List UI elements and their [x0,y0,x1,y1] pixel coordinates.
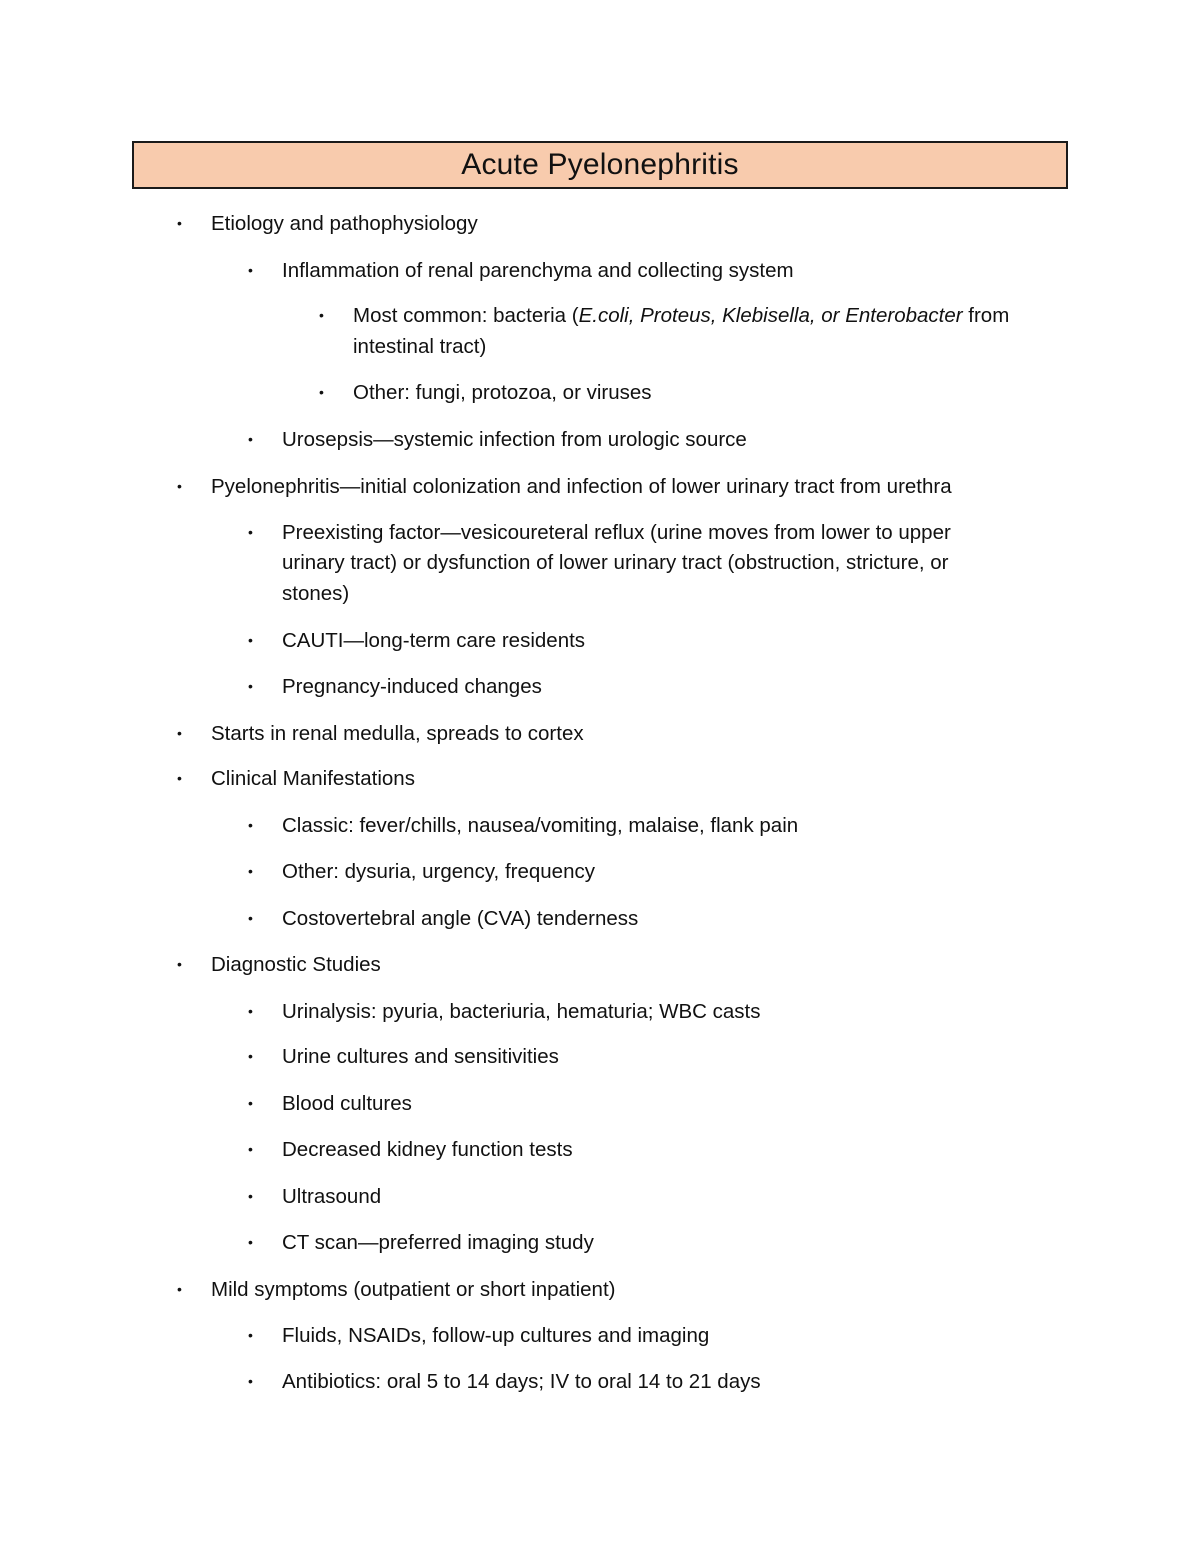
list-item-preexisting-cont: stones) [282,582,350,605]
list-item-other-symptoms: Other: dysuria, urgency, frequency [282,860,595,883]
list-item-urine-cultures: Urine cultures and sensitivities [282,1045,559,1068]
list-item-urinalysis: Urinalysis: pyuria, bacteriuria, hematuria; WBC casts [282,1000,761,1023]
list-item-blood-cultures: Blood cultures [282,1092,412,1115]
list-item-most-common [353,300,1009,331]
bullet-icon: • [177,770,182,786]
list-item-pregnancy: Pregnancy-induced changes [282,675,542,698]
list-item-etiology: Etiology and pathophysiology [211,212,478,235]
list-item-diagnostic: Diagnostic Studies [211,953,381,976]
bullet-icon: • [248,431,253,447]
list-item-fluids: Fluids, NSAIDs, follow-up cultures and imaging [282,1324,710,1347]
bullet-icon: • [248,524,253,540]
bullet-icon: • [177,478,182,494]
bullet-icon: • [248,1095,253,1111]
list-item-ultrasound: Ultrasound [282,1185,382,1208]
list-item-mild: Mild symptoms (outpatient or short inpatient) [211,1278,616,1301]
bullet-icon: • [248,1048,253,1064]
list-item-ct-scan: CT scan—preferred imaging study [282,1231,594,1254]
bullet-icon: • [248,262,253,278]
page-title: Acute Pyelonephritis [461,148,739,181]
list-item-other-pathogens: Other: fungi, protozoa, or viruses [353,381,652,404]
bullet-icon: • [177,1281,182,1297]
most-common-organisms: E.coli, Proteus, Klebisella, or Enterobacter [578,304,963,327]
bullet-icon: • [248,1327,253,1343]
bullet-icon: • [248,1188,253,1204]
list-item-pyelonephritis: Pyelonephritis—initial colonization and infection of lower urinary tract from urethra [211,475,952,498]
list-item-most-common-cont: intestinal tract) [353,335,487,358]
bullet-icon: • [177,215,182,231]
list-item-clinical: Clinical Manifestations [211,767,415,790]
bullet-icon: • [319,307,324,323]
bullet-icon: • [319,384,324,400]
bullet-icon: • [177,956,182,972]
list-item-cauti: CAUTI—long-term care residents [282,629,586,652]
list-item-starts: Starts in renal medulla, spreads to cortex [211,722,584,745]
bullet-icon: • [248,678,253,694]
most-common-prefix: Most common: bacteria ( [353,304,579,327]
list-item-cva: Costovertebral angle (CVA) tenderness [282,907,639,930]
bullet-icon: • [248,910,253,926]
bullet-icon: • [248,1373,253,1389]
list-item-inflammation: Inflammation of renal parenchyma and collecting system [282,259,794,282]
bullet-icon: • [248,1234,253,1250]
list-item-kidney-tests: Decreased kidney function tests [282,1138,573,1161]
title-box [132,141,1068,189]
list-item-preexisting: Preexisting factor—vesicoureteral reflux (urine moves from lower to upper [282,521,951,544]
bullet-icon: • [177,725,182,741]
list-item-classic: Classic: fever/chills, nausea/vomiting, malaise, flank pain [282,814,799,837]
list-item-urosepsis: Urosepsis—systemic infection from urologic source [282,428,747,451]
list-item-antibiotics: Antibiotics: oral 5 to 14 days; IV to oral 14 to 21 days [282,1370,761,1393]
bullet-icon: • [248,632,253,648]
list-item-preexisting-cont: urinary tract) or dysfunction of lower urinary tract (obstruction, stricture, or [282,551,949,574]
bullet-icon: • [248,863,253,879]
bullet-icon: • [248,1003,253,1019]
bullet-icon: • [248,817,253,833]
bullet-icon: • [248,1141,253,1157]
most-common-suffix: from [962,304,1010,327]
